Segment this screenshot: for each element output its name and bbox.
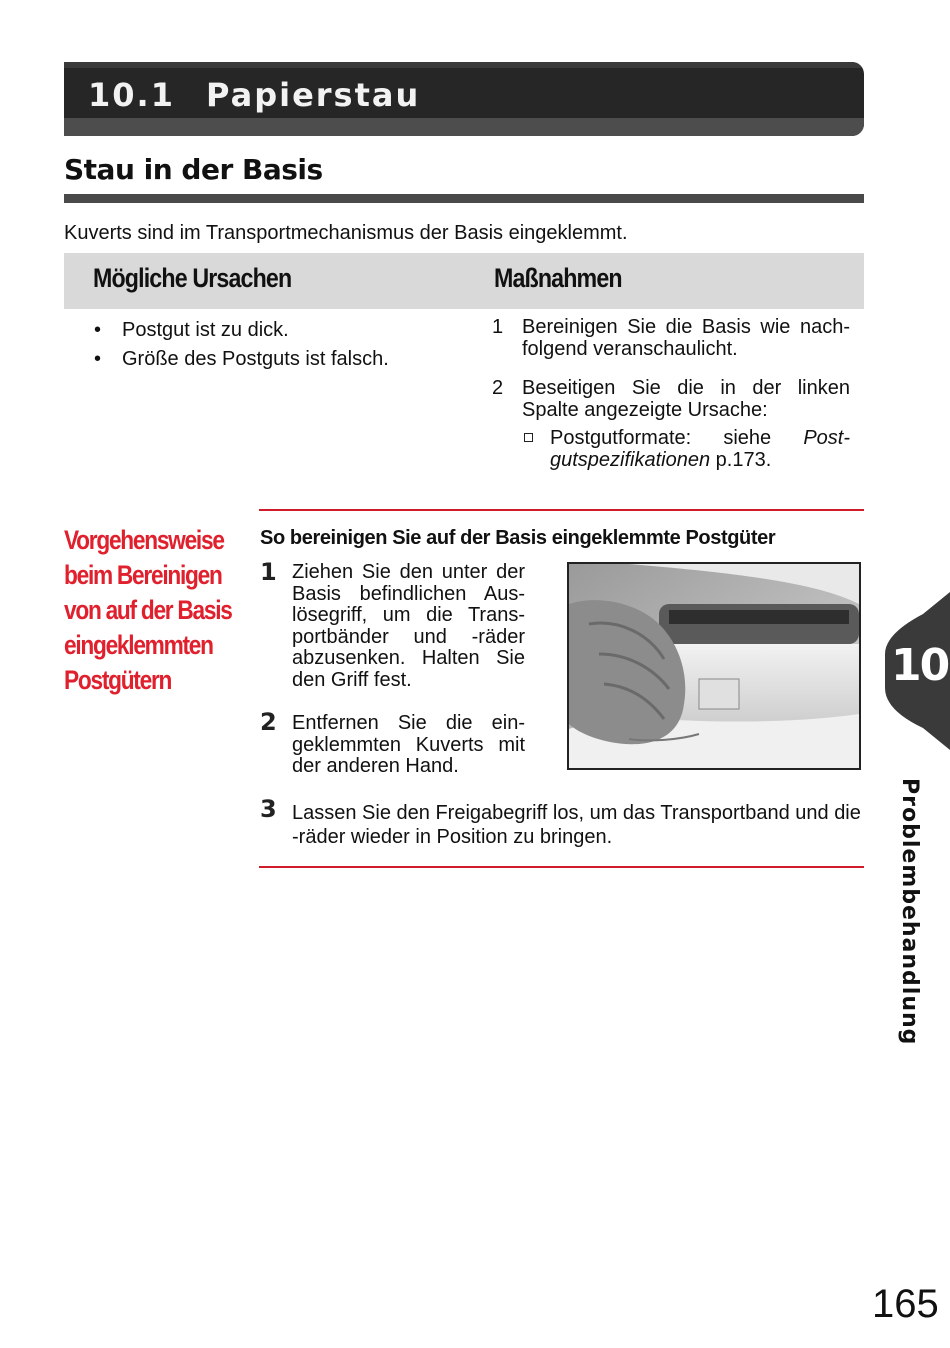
step-number: 1 [260, 558, 277, 586]
causes-list [88, 316, 389, 374]
step-text: Lassen Sie den Freigabegriff los, um das Transportband und die -räder wieder in Position zu bringen. [292, 802, 861, 848]
base-release-photo [567, 562, 861, 770]
list-item [492, 377, 850, 421]
reference-link[interactable]: Post-gutspezifikationen [550, 427, 850, 471]
column-header-causes: Mögliche Ursachen [93, 263, 292, 293]
chapter-title: Papierstau [206, 76, 421, 114]
measure-number: 1 [492, 316, 504, 338]
procedure-side-heading [64, 523, 254, 698]
side-heading-line: eingeklemmten [64, 630, 213, 660]
header-shade [64, 118, 864, 136]
step-text: Entfernen Sie die ein-geklemmten Kuverts mit der anderen Hand. [292, 712, 525, 777]
page-number: 165 [872, 1282, 939, 1326]
side-heading-line: beim Bereinigen [64, 560, 222, 590]
chapter-tab-number: 10 [891, 640, 949, 691]
list-item [492, 316, 850, 360]
subitem-suffix: p.173. [710, 449, 772, 471]
procedure-bottom-rule [259, 866, 864, 868]
checkbox-bullet-icon [524, 433, 533, 442]
intro-text: Kuverts sind im Transportmechanismus der Basis eingeklemmt. [64, 222, 628, 244]
measure-text: Beseitigen Sie die in der linken Spalte angezeigte Ursache: [522, 377, 850, 421]
list-item [88, 345, 389, 374]
measure-number: 2 [492, 377, 504, 399]
header-top-line [64, 62, 864, 68]
table-header [64, 253, 864, 309]
cause-text: Größe des Postguts ist falsch. [122, 348, 389, 370]
chapter-header-bar [64, 62, 864, 136]
bullet: • [94, 348, 102, 370]
measure-text: Bereinigen Sie die Basis wie nach-folgend veranschaulicht. [522, 316, 850, 360]
section-title: Stau in der Basis [64, 153, 323, 186]
cause-text: Postgut ist zu dick. [122, 319, 289, 341]
measures-list [492, 316, 850, 471]
procedure-title: So bereinigen Sie auf der Basis eingeklemmte Postgüter [260, 527, 776, 549]
step-number: 2 [260, 708, 277, 736]
bullet: • [94, 319, 102, 341]
list-item [88, 316, 389, 345]
side-heading-line: Vorgehensweise [64, 525, 224, 555]
subitem-prefix: Postgutformate: siehe [550, 427, 804, 449]
side-heading-line: von auf der Basis [64, 595, 232, 625]
section-rule [64, 194, 864, 203]
chapter-number: 10.1 [88, 76, 175, 114]
sub-list-item [522, 427, 850, 471]
chapter-side-label: Problembehandlung [897, 778, 922, 1046]
step-text: Ziehen Sie den unter der Basis befindlichen Aus-lösegriff, um die Trans-portbänder und -räder abzusenken. Halten Sie den Griff fest. [292, 561, 525, 691]
step-number: 3 [260, 795, 277, 823]
column-header-measures: Maßnahmen [494, 263, 622, 293]
procedure-top-rule [259, 509, 864, 511]
side-heading-line: Postgütern [64, 665, 172, 695]
